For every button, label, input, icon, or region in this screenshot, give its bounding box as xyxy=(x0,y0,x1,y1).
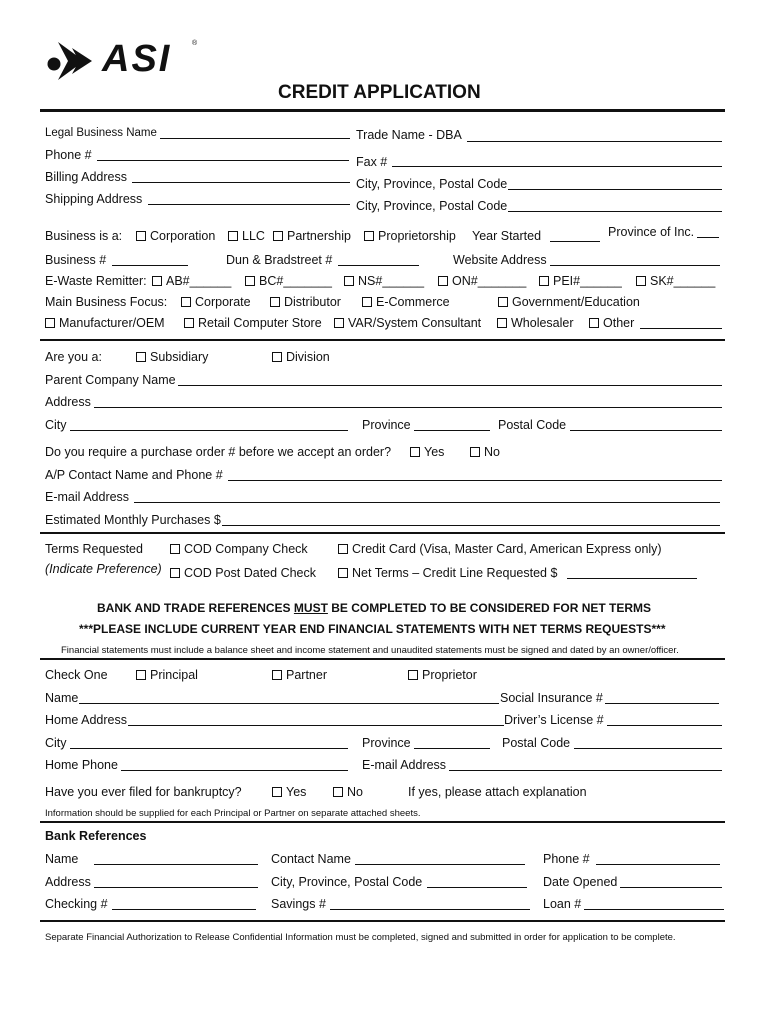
city1-field[interactable] xyxy=(508,189,722,190)
checkbox-bc[interactable]: BC#_______ xyxy=(245,274,332,288)
checkbox-llc[interactable]: LLC xyxy=(228,229,265,243)
home-address-field[interactable] xyxy=(128,725,504,726)
page-title: CREDIT APPLICATION xyxy=(278,82,481,103)
checkbox-on[interactable]: ON#_______ xyxy=(438,274,526,288)
parent-province-label: Province xyxy=(362,418,411,432)
city2-field[interactable] xyxy=(508,211,722,212)
net-terms-field[interactable] xyxy=(567,578,697,579)
bank-address-label: Address xyxy=(45,875,91,889)
check-one-label: Check One xyxy=(45,668,108,682)
checkbox-subsidiary[interactable]: Subsidiary xyxy=(136,350,208,364)
business-is-label: Business is a: xyxy=(45,229,123,243)
terms-label: Terms Requested xyxy=(45,542,143,556)
checkbox-partnership[interactable]: Partnership xyxy=(273,229,351,243)
checkbox-ns[interactable]: NS#______ xyxy=(344,274,424,288)
business-number-field[interactable] xyxy=(112,265,188,266)
checkbox-cod-post[interactable]: COD Post Dated Check xyxy=(170,566,316,580)
date-opened-field[interactable] xyxy=(620,887,722,888)
checkbox-po-yes[interactable]: Yes xyxy=(410,445,444,459)
parent-province-field[interactable] xyxy=(414,430,490,431)
ap-contact-label: A/P Contact Name and Phone # xyxy=(45,468,223,482)
province-inc-label: Province of Inc. xyxy=(608,225,695,239)
checkbox-focus-distributor[interactable]: Distributor xyxy=(270,295,341,309)
parent-company-field[interactable] xyxy=(178,385,722,386)
checkbox-corporation[interactable]: Corporation xyxy=(136,229,215,243)
dun-field[interactable] xyxy=(338,265,419,266)
savings-field[interactable] xyxy=(330,909,530,910)
business-number-label: Business # xyxy=(45,253,107,267)
principal-city-field[interactable] xyxy=(70,748,348,749)
checkbox-focus-var[interactable]: VAR/System Consultant xyxy=(334,316,481,330)
checkbox-focus-government[interactable]: Government/Education xyxy=(498,295,640,309)
license-field[interactable] xyxy=(607,725,722,726)
section-rule-3 xyxy=(40,658,725,660)
checkbox-focus-ecommerce[interactable]: E-Commerce xyxy=(362,295,450,309)
parent-postal-field[interactable] xyxy=(570,430,722,431)
parent-email-field[interactable] xyxy=(134,502,720,503)
checkbox-focus-corporate[interactable]: Corporate xyxy=(181,295,251,309)
monthly-label: Estimated Monthly Purchases $ xyxy=(45,513,221,527)
legal-name-label: Legal Business Name xyxy=(45,127,157,139)
refs-financial-note: ***PLEASE INCLUDE CURRENT YEAR END FINANCIAL STATEMENTS WITH NET TERMS REQUESTS*** xyxy=(79,622,666,636)
asi-logo xyxy=(44,38,209,84)
home-address-label: Home Address xyxy=(45,713,127,727)
bank-name-field[interactable] xyxy=(94,864,258,865)
checkbox-focus-other[interactable]: Other xyxy=(589,316,634,330)
principal-name-field[interactable] xyxy=(79,703,499,704)
bank-contact-field[interactable] xyxy=(355,864,525,865)
checkbox-principal[interactable]: Principal xyxy=(136,668,198,682)
loan-label: Loan # xyxy=(543,897,582,911)
city2-label: City, Province, Postal Code xyxy=(356,199,508,213)
year-started-label: Year Started xyxy=(472,229,542,243)
parent-address-label: Address xyxy=(45,395,91,409)
principal-city-label: City xyxy=(45,736,67,750)
legal-name-field[interactable] xyxy=(160,138,350,139)
footer-note: Separate Financial Authorization to Release Confidential Information must be completed, signed and submitted in order for application to be complete. xyxy=(45,932,676,943)
principal-province-field[interactable] xyxy=(414,748,490,749)
dun-label: Dun & Bradstreet # xyxy=(226,253,333,267)
registered-mark: ® xyxy=(192,40,198,47)
terms-pref-label: (Indicate Preference) xyxy=(45,562,162,576)
parent-company-label: Parent Company Name xyxy=(45,373,176,387)
shipping-field[interactable] xyxy=(148,204,350,205)
checkbox-cod-company[interactable]: COD Company Check xyxy=(170,542,308,556)
parent-city-label: City xyxy=(45,418,67,432)
parent-city-field[interactable] xyxy=(70,430,348,431)
checkbox-bankruptcy-yes[interactable]: Yes xyxy=(272,785,306,799)
checking-field[interactable] xyxy=(112,909,256,910)
bank-contact-label: Contact Name xyxy=(271,852,351,866)
bank-city-field[interactable] xyxy=(427,887,527,888)
section-rule-4 xyxy=(40,821,725,823)
website-label: Website Address xyxy=(453,253,547,267)
checkbox-net-terms[interactable]: Net Terms – Credit Line Requested $ xyxy=(338,566,557,580)
monthly-field[interactable] xyxy=(222,525,720,526)
shipping-label: Shipping Address xyxy=(45,192,143,206)
principal-postal-field[interactable] xyxy=(574,748,722,749)
fax-field[interactable] xyxy=(392,166,722,167)
checkbox-partner[interactable]: Partner xyxy=(272,668,327,682)
bank-city-label: City, Province, Postal Code xyxy=(271,875,423,889)
trade-name-label: Trade Name - DBA xyxy=(356,128,462,142)
checkbox-proprietorship[interactable]: Proprietorship xyxy=(364,229,456,243)
date-opened-label: Date Opened xyxy=(543,875,618,889)
principal-name-label: Name xyxy=(45,691,79,705)
focus-label: Main Business Focus: xyxy=(45,295,168,309)
bank-address-field[interactable] xyxy=(94,887,258,888)
bank-phone-label: Phone # xyxy=(543,852,590,866)
website-field[interactable] xyxy=(550,265,720,266)
asi-arrow-icon xyxy=(44,38,104,84)
refs-heading-part2: BE COMPLETED TO BE CONSIDERED FOR NET TERMS xyxy=(327,601,652,615)
checkbox-focus-retail[interactable]: Retail Computer Store xyxy=(184,316,322,330)
principal-email-label: E-mail Address xyxy=(362,758,447,772)
checkbox-focus-manufacturer[interactable]: Manufacturer/OEM xyxy=(45,316,165,330)
year-started-field[interactable] xyxy=(550,241,600,242)
principal-postal-label: Postal Code xyxy=(502,736,571,750)
parent-email-label: E-mail Address xyxy=(45,490,130,504)
ap-contact-field[interactable] xyxy=(228,480,722,481)
checkbox-ab[interactable]: AB#______ xyxy=(152,274,231,288)
checkbox-bankruptcy-no[interactable]: No xyxy=(333,785,363,799)
bank-name-label: Name xyxy=(45,852,79,866)
checking-label: Checking # xyxy=(45,897,108,911)
principal-email-field[interactable] xyxy=(449,770,722,771)
refs-heading-must: MUST xyxy=(293,601,328,615)
explain-note: If yes, please attach explanation xyxy=(408,785,587,799)
bankruptcy-question: Have you ever filed for bankruptcy? xyxy=(45,785,242,799)
checkbox-po-no[interactable]: No xyxy=(470,445,500,459)
city1-label: City, Province, Postal Code xyxy=(356,177,508,191)
logo-text: ASI xyxy=(102,38,172,80)
section-rule-1 xyxy=(40,339,725,341)
refs-fine-print: Financial statements must include a balance sheet and income statement and unaudited statements must be signed and dated by an owner/officer. xyxy=(61,645,679,656)
section-rule-5 xyxy=(40,920,725,922)
trade-name-field[interactable] xyxy=(467,141,722,142)
bank-phone-field[interactable] xyxy=(596,864,720,865)
home-phone-label: Home Phone xyxy=(45,758,118,772)
checkbox-division[interactable]: Division xyxy=(272,350,330,364)
parent-postal-label: Postal Code xyxy=(498,418,567,432)
checkbox-focus-wholesaler[interactable]: Wholesaler xyxy=(497,316,574,330)
parent-address-field[interactable] xyxy=(94,407,722,408)
phone-label: Phone # xyxy=(45,148,92,162)
section-rule-2 xyxy=(40,532,725,534)
fax-label: Fax # xyxy=(356,155,388,169)
checkbox-sk[interactable]: SK#______ xyxy=(636,274,715,288)
loan-field[interactable] xyxy=(584,909,724,910)
billing-label: Billing Address xyxy=(45,170,127,184)
sin-field[interactable] xyxy=(605,703,719,704)
refs-heading-part1: BANK AND TRADE REFERENCES xyxy=(97,601,294,615)
po-question: Do you require a purchase order # before we accept an order? xyxy=(45,445,392,459)
bank-heading: Bank References xyxy=(45,829,147,843)
phone-field[interactable] xyxy=(97,160,349,161)
title-rule xyxy=(40,109,725,112)
checkbox-proprietor[interactable]: Proprietor xyxy=(408,668,477,682)
principal-province-label: Province xyxy=(362,736,411,750)
are-you-label: Are you a: xyxy=(45,350,102,364)
checkbox-credit-card[interactable]: Credit Card (Visa, Master Card, American Express only) xyxy=(338,542,662,556)
province-inc-field[interactable] xyxy=(697,237,719,238)
refs-heading xyxy=(97,601,651,615)
ewaste-label: E-Waste Remitter: xyxy=(45,274,147,288)
info-note: Information should be supplied for each Principal or Partner on separate attached sheets. xyxy=(45,808,421,819)
home-phone-field[interactable] xyxy=(121,770,348,771)
checkbox-pei[interactable]: PEI#______ xyxy=(539,274,622,288)
billing-field[interactable] xyxy=(132,182,350,183)
license-label: Driver’s License # xyxy=(504,713,604,727)
other-field[interactable] xyxy=(640,328,722,329)
savings-label: Savings # xyxy=(271,897,326,911)
sin-label: Social Insurance # xyxy=(500,691,603,705)
